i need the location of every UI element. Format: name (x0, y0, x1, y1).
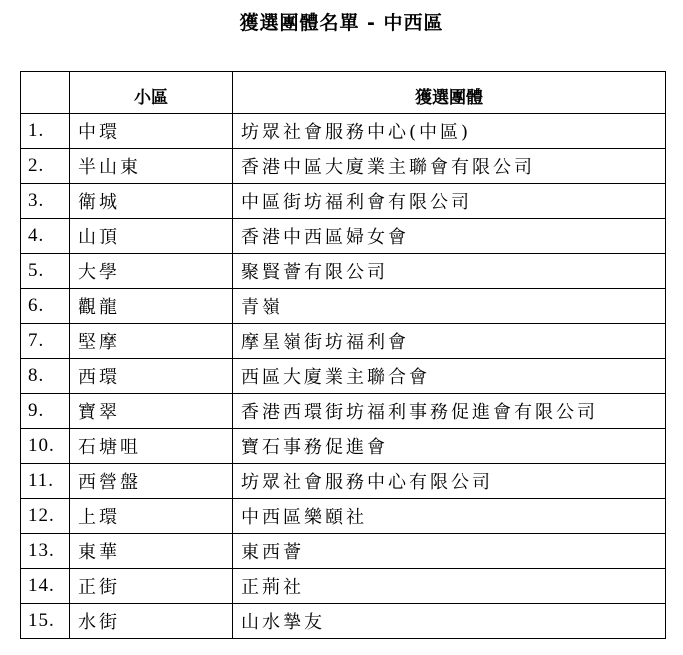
area-cell: 水街 (70, 604, 233, 639)
area-cell: 西營盤 (70, 464, 233, 499)
group-cell: 香港中區大廈業主聯會有限公司 (233, 149, 666, 184)
group-cell: 青嶺 (233, 289, 666, 324)
group-cell: 東西薈 (233, 534, 666, 569)
row-number: 6. (21, 289, 70, 324)
area-cell: 上環 (70, 499, 233, 534)
group-cell: 坊眾社會服務中心有限公司 (233, 464, 666, 499)
area-cell: 正街 (70, 569, 233, 604)
group-cell: 山水摯友 (233, 604, 666, 639)
row-number: 13. (21, 534, 70, 569)
page-title: 獲選團體名單 - 中西區 (239, 12, 444, 34)
table-row (21, 324, 666, 359)
row-number: 3. (21, 184, 70, 219)
row-number: 15. (21, 604, 70, 639)
area-cell: 寶翠 (70, 394, 233, 429)
table-row (21, 604, 666, 639)
table-row (21, 114, 666, 149)
table-row (21, 254, 666, 289)
group-cell: 香港中西區婦女會 (233, 219, 666, 254)
group-cell: 西區大廈業主聯合會 (233, 359, 666, 394)
table-row (21, 499, 666, 534)
row-number: 11. (21, 464, 70, 499)
row-number: 1. (21, 114, 70, 149)
area-cell: 半山東 (70, 149, 233, 184)
header-number (21, 72, 70, 114)
group-cell: 聚賢薈有限公司 (233, 254, 666, 289)
table-row (21, 149, 666, 184)
table-header-row (21, 72, 666, 114)
area-cell: 觀龍 (70, 289, 233, 324)
row-number: 9. (21, 394, 70, 429)
group-cell: 中區街坊福利會有限公司 (233, 184, 666, 219)
area-cell: 衛城 (70, 184, 233, 219)
group-cell: 正荊社 (233, 569, 666, 604)
table-row (21, 429, 666, 464)
area-cell: 中環 (70, 114, 233, 149)
area-cell: 山頂 (70, 219, 233, 254)
group-cell: 坊眾社會服務中心(中區) (233, 114, 666, 149)
row-number: 7. (21, 324, 70, 359)
header-area: 小區 (70, 72, 233, 114)
row-number: 5. (21, 254, 70, 289)
group-cell: 香港西環街坊福利事務促進會有限公司 (233, 394, 666, 429)
row-number: 14. (21, 569, 70, 604)
selected-groups-table (20, 71, 666, 639)
row-number: 8. (21, 359, 70, 394)
group-cell: 寶石事務促進會 (233, 429, 666, 464)
area-cell: 堅摩 (70, 324, 233, 359)
table-row (21, 464, 666, 499)
table-row (21, 184, 666, 219)
group-cell: 中西區樂頤社 (233, 499, 666, 534)
table-row (21, 569, 666, 604)
header-group: 獲選團體 (233, 72, 666, 114)
table-row (21, 534, 666, 569)
group-cell: 摩星嶺街坊福利會 (233, 324, 666, 359)
table-row (21, 289, 666, 324)
row-number: 2. (21, 149, 70, 184)
row-number: 10. (21, 429, 70, 464)
row-number: 12. (21, 499, 70, 534)
area-cell: 西環 (70, 359, 233, 394)
area-cell: 大學 (70, 254, 233, 289)
table-row (21, 394, 666, 429)
table-row (21, 219, 666, 254)
area-cell: 石塘咀 (70, 429, 233, 464)
area-cell: 東華 (70, 534, 233, 569)
row-number: 4. (21, 219, 70, 254)
table-row (21, 359, 666, 394)
